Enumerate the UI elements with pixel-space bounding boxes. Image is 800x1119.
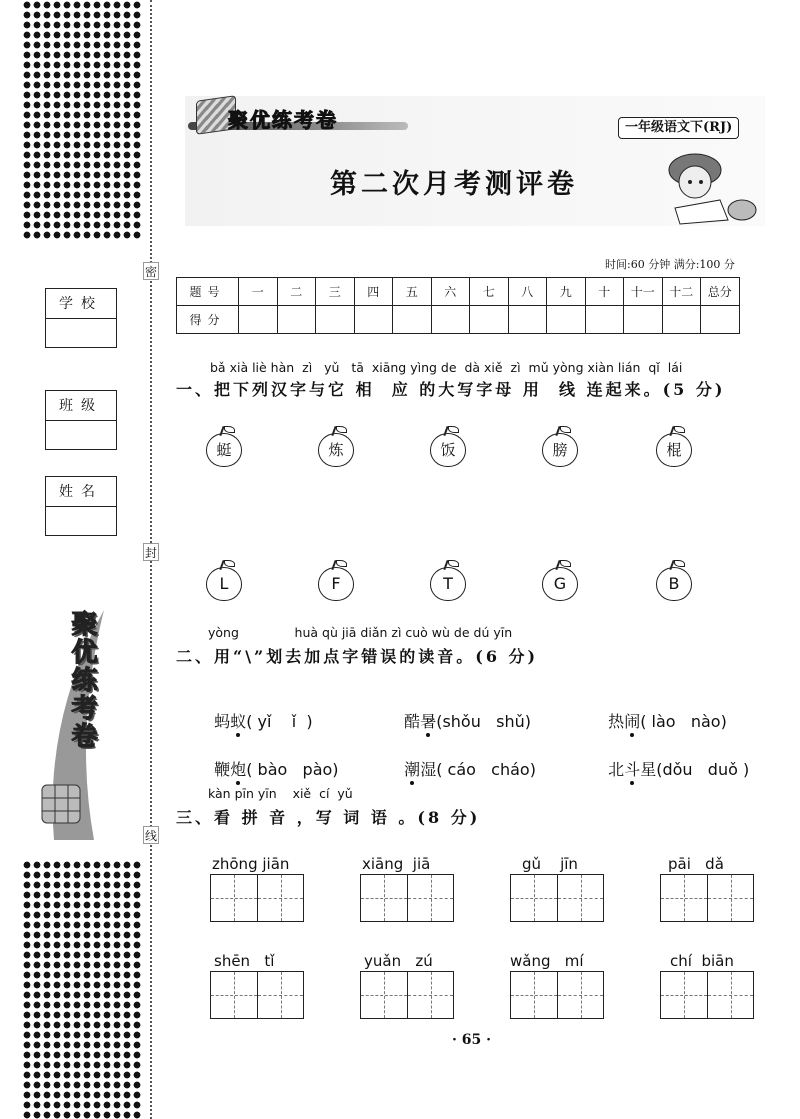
score-cell[interactable] (431, 306, 470, 334)
q2-item-options[interactable]: ( bào pào) (246, 760, 339, 779)
table-cell: 九 (547, 278, 586, 306)
time-info: 时间:60 分钟 满分:100 分 (605, 258, 735, 271)
table-cell: 八 (508, 278, 547, 306)
q2-item[interactable] (598, 690, 727, 732)
brand-title: 聚优练考卷 (228, 108, 338, 132)
table-cell: 十一 (624, 278, 663, 306)
q2-item[interactable] (598, 738, 749, 780)
q2-item-options[interactable]: ( yǐ ǐ ) (246, 712, 313, 731)
table-row (177, 306, 740, 334)
name-input-area[interactable] (46, 507, 116, 535)
page-title: 第二次月考测评卷 (330, 169, 578, 200)
q3-word-pinyin: shēn tǐ (214, 952, 275, 970)
writing-grid[interactable] (210, 971, 304, 1019)
page-number: · 65 · (452, 1032, 491, 1048)
q3-word-pinyin: chí biān (670, 952, 734, 970)
score-cell[interactable] (354, 306, 393, 334)
apple-char[interactable]: 蜓 (206, 433, 242, 467)
binding-dot-pattern-bottom (22, 860, 142, 1119)
q3-word-pinyin: wǎng mí (510, 952, 584, 970)
writing-grid[interactable] (510, 874, 604, 922)
writing-grid[interactable] (210, 874, 304, 922)
writing-grid[interactable] (510, 971, 604, 1019)
q1-text: 一、把下列汉字与它 相 应 的大写字母 用 线 连起来。(5 分) (176, 380, 726, 399)
side-brand-logo (34, 600, 144, 850)
score-cell[interactable] (316, 306, 355, 334)
q1-pinyin: bǎ xià liè hàn zì yǔ tā xiāng yìng de dà xiě zì mǔ yòng xiàn lián qǐ lái (210, 360, 683, 375)
grade-badge: 一年级语文下(RJ) (618, 117, 739, 139)
score-cell[interactable] (624, 306, 663, 334)
q2-item-dotted-char: 炮 (230, 760, 247, 779)
apple-letter[interactable]: F (318, 567, 354, 601)
class-label: 班级 (46, 391, 116, 421)
score-cell[interactable] (547, 306, 586, 334)
writing-grid[interactable] (660, 874, 754, 922)
table-cell: 十 (585, 278, 624, 306)
q2-item-char: 北 (608, 760, 625, 779)
apple-letter[interactable]: G (542, 567, 578, 601)
score-cell[interactable] (470, 306, 509, 334)
q3-word-pinyin: zhōng jiān (212, 855, 290, 873)
q2-text: 二、用“\”划去加点字错误的读音。(6 分) (176, 647, 539, 666)
table-cell: 五 (393, 278, 432, 306)
table-cell: 六 (431, 278, 470, 306)
q3-word-pinyin: gǔ jīn (522, 855, 578, 873)
q2-item-dotted-char: 闹 (624, 712, 641, 731)
binding-dot-pattern-top (22, 0, 142, 240)
school-input-area[interactable] (46, 319, 116, 347)
table-cell: 总分 (701, 278, 740, 306)
name-label: 姓名 (46, 477, 116, 507)
q2-item-char: 鞭 (214, 760, 231, 779)
writing-grid[interactable] (660, 971, 754, 1019)
score-cell[interactable] (585, 306, 624, 334)
q2-item-dotted-char: 暑 (420, 712, 437, 731)
q2-item-char: 星 (640, 760, 657, 779)
score-cell[interactable] (662, 306, 701, 334)
score-cell[interactable] (277, 306, 316, 334)
q3-pinyin: kàn pīn yīn xiě cí yǔ (208, 786, 353, 801)
q2-item-dotted-char: 蚁 (230, 712, 247, 731)
table-cell: 三 (316, 278, 355, 306)
score-cell[interactable] (508, 306, 547, 334)
table-cell: 二 (277, 278, 316, 306)
score-cell[interactable] (239, 306, 278, 334)
school-field (45, 288, 117, 348)
q3-word-pinyin: pāi dǎ (668, 855, 724, 873)
seal-char-feng: 封 (143, 543, 159, 561)
q2-item[interactable] (394, 738, 536, 780)
apple-char[interactable]: 棍 (656, 433, 692, 467)
q2-item[interactable] (204, 690, 313, 732)
q3-text: 三、看 拼 音 ，写 词 语 。(8 分) (176, 808, 481, 827)
seal-char-xian: 线 (143, 826, 159, 844)
table-row (177, 278, 740, 306)
q2-item-options[interactable]: ( cáo cháo) (436, 760, 536, 779)
table-cell: 一 (239, 278, 278, 306)
score-cell[interactable] (701, 306, 740, 334)
q3-word-pinyin: xiāng jiā (362, 855, 431, 873)
apple-char[interactable]: 膀 (542, 433, 578, 467)
class-field (45, 390, 117, 450)
table-cell: 十二 (662, 278, 701, 306)
apple-char[interactable]: 炼 (318, 433, 354, 467)
apple-char[interactable]: 饭 (430, 433, 466, 467)
table-cell: 四 (354, 278, 393, 306)
score-cell[interactable] (393, 306, 432, 334)
writing-grid[interactable] (360, 874, 454, 922)
table-cell: 得分 (177, 306, 239, 334)
apple-letter[interactable]: L (206, 567, 242, 601)
writing-grid[interactable] (360, 971, 454, 1019)
name-field (45, 476, 117, 536)
q2-item-options[interactable]: ( lào nào) (640, 712, 727, 731)
q2-item[interactable] (204, 738, 339, 780)
side-brand-text: 聚优练考卷 (67, 610, 97, 750)
table-cell: 七 (470, 278, 509, 306)
class-input-area[interactable] (46, 421, 116, 449)
apple-letter[interactable]: B (656, 567, 692, 601)
q2-item-char: 酷 (404, 712, 421, 731)
girl-reading-icon (650, 148, 760, 228)
q2-item-dotted-char: 斗 (624, 760, 641, 779)
seal-char-mi: 密 (143, 262, 159, 280)
q2-item-char: 湿 (420, 760, 437, 779)
table-cell: 题号 (177, 278, 239, 306)
q2-item[interactable] (394, 690, 531, 732)
q2-item-options[interactable]: (dǒu duǒ ) (656, 760, 750, 779)
q3-word-pinyin: yuǎn zú (364, 952, 433, 970)
q2-item-char: 热 (608, 712, 625, 731)
q2-pinyin: yòng huà qù jiā diǎn zì cuò wù de dú yīn (208, 625, 513, 640)
score-table (176, 277, 740, 334)
school-label: 学校 (46, 289, 116, 319)
q2-item-dotted-char: 潮 (404, 760, 421, 779)
q2-item-char: 蚂 (214, 712, 231, 731)
q2-item-options[interactable]: (shǒu shǔ) (436, 712, 531, 731)
apple-letter[interactable]: T (430, 567, 466, 601)
